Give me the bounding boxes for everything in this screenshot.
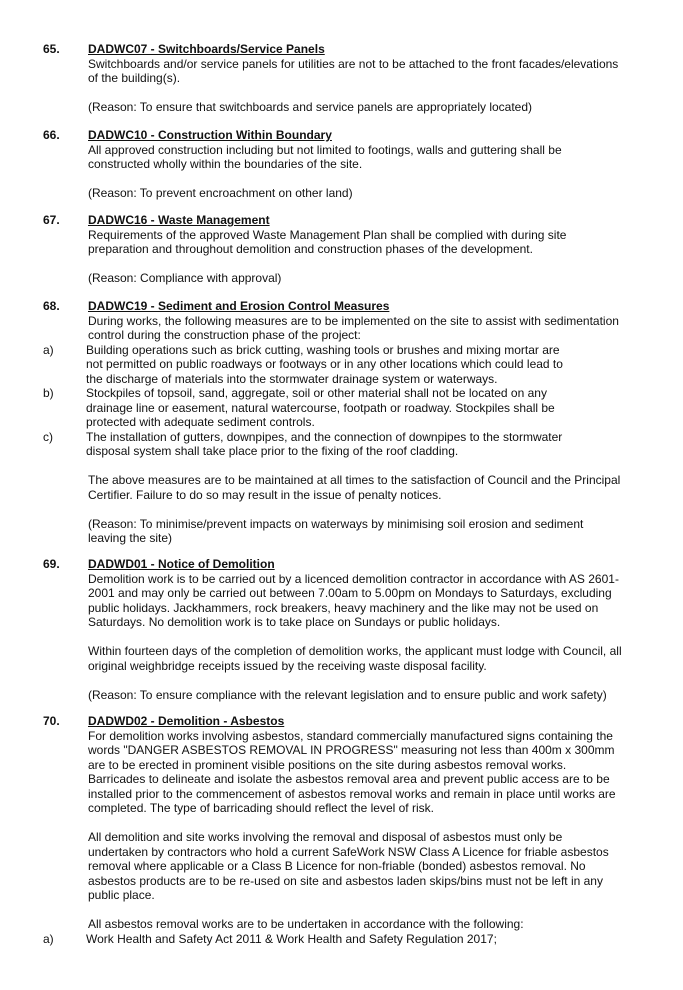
reason-paragraph: (Reason: To ensure compliance with the relevant legislation and to ensure public and work safety) bbox=[88, 687, 607, 702]
list-item bbox=[43, 430, 648, 459]
list-item bbox=[43, 386, 648, 430]
condition-paragraph: All approved construction including but not limited to footings, walls and guttering shall be constructed wholly within the boundaries of the site. bbox=[88, 142, 562, 171]
list-item-text: Building operations such as brick cutting, washing tools or brushes and mixing mortar are not permitted on public roadways or footways or in any other locations which could lead to the discharge of materials into the stormwater drainage system or waterways. bbox=[86, 342, 563, 386]
list-marker: a) bbox=[43, 342, 54, 357]
list-marker: c) bbox=[43, 429, 53, 444]
condition-paragraph: Within fourteen days of the completion of demolition works, the applicant must lodge with Council, all original weighbridge receipts issued by the receiving waste disposal facility. bbox=[88, 644, 622, 673]
condition-number: 65. bbox=[43, 42, 60, 56]
condition-body bbox=[88, 42, 648, 115]
condition-title: DADWC19 - Sediment and Erosion Control Measures bbox=[88, 299, 390, 313]
condition-number: 68. bbox=[43, 299, 60, 313]
condition-paragraph: All demolition and site works involving the removal and disposal of asbestos must only be undertaken by contractors who hold a current SafeWork NSW Class A Licence for friable asbestos removal where applicable or a Class B Licence for non-friable (bonded) asbestos removal. No asbestos products are to be re-used on site and asbestos laden skips/bins must not be left in any public place. bbox=[88, 830, 609, 902]
condition-paragraph: Requirements of the approved Waste Management Plan shall be complied with during site preparation and throughout demolition and construction phases of the development. bbox=[88, 227, 567, 256]
list-marker: b) bbox=[43, 386, 54, 400]
condition-intro: During works, the following measures are to be implemented on the site to assist with sedimentation control during the construction phase of the project: bbox=[88, 313, 619, 342]
condition-paragraph: All asbestos removal works are to be undertaken in accordance with the following: bbox=[88, 917, 524, 931]
legislation-list bbox=[43, 932, 648, 947]
condition-number: 67. bbox=[43, 213, 60, 227]
condition-title: DADWC10 - Construction Within Boundary bbox=[88, 128, 332, 142]
list-item bbox=[43, 343, 648, 387]
condition-body bbox=[88, 557, 648, 702]
list-item-text: Work Health and Safety Act 2011 & Work Health and Safety Regulation 2017; bbox=[86, 931, 497, 946]
list-marker: a) bbox=[43, 931, 54, 946]
condition-number: 69. bbox=[43, 557, 60, 571]
condition-title: DADWC16 - Waste Management bbox=[88, 213, 270, 227]
condition-number: 66. bbox=[43, 128, 60, 142]
condition-number: 70. bbox=[43, 714, 60, 728]
condition-paragraph: For demolition works involving asbestos, standard commercially manufactured signs containing the words "DANGER ASBESTOS REMOVAL IN PROGRESS" measuring not less than 400m x 300mm are to be erected in prominent visible positions on the site during asbestos removal works. Barricades to delineate and isolate the asbestos removal area and prevent public access are to be installed prior to the commencement of asbestos removal works and remain in place until works are completed. The type of barricading should reflect the level of risk. bbox=[88, 728, 616, 815]
reason-paragraph: (Reason: Compliance with approval) bbox=[88, 271, 282, 285]
condition-paragraph: The above measures are to be maintained at all times to the satisfaction of Council and the Principal Certifier. Failure to do so may result in the issue of penalty notices. bbox=[88, 473, 621, 502]
condition-title: DADWC07 - Switchboards/Service Panels bbox=[88, 42, 325, 56]
measures-list bbox=[43, 343, 648, 459]
reason-paragraph: (Reason: To prevent encroachment on other land) bbox=[88, 186, 353, 200]
condition-paragraph: Switchboards and/or service panels for utilities are not to be attached to the front facades/elevations of the building(s). bbox=[88, 56, 619, 85]
list-item-text: Stockpiles of topsoil, sand, aggregate, soil or other material shall not be located on any drainage line or easement, natural watercourse, footpath or roadway. Stockpiles shall be protected with adequate sediment controls. bbox=[86, 386, 555, 429]
condition-title: DADWD02 - Demolition - Asbestos bbox=[88, 714, 285, 728]
list-item bbox=[43, 932, 648, 947]
reason-paragraph: (Reason: To ensure that switchboards and service panels are appropriately located) bbox=[88, 100, 533, 114]
reason-paragraph: (Reason: To minimise/prevent impacts on waterways by minimising soil erosion and sediment leaving the site) bbox=[88, 516, 584, 545]
condition-body bbox=[88, 213, 648, 286]
list-item-text: The installation of gutters, downpipes, and the connection of downpipes to the stormwater disposal system shall take place prior to the fixing of the roof cladding. bbox=[86, 429, 563, 458]
condition-title: DADWD01 - Notice of Demolition bbox=[88, 557, 275, 571]
condition-paragraph: Demolition work is to be carried out by a licenced demolition contractor in accordance with AS 2601- 2001 and may only be carried out between 7.00am to 5.00pm on Mondays to Saturdays, excluding public holidays. Jackhammers, rock breakers, heavy machinery and the like may not be used on Saturdays. No demolition work is to take place on Sundays or public holidays. bbox=[88, 571, 619, 629]
condition-body bbox=[88, 128, 648, 201]
